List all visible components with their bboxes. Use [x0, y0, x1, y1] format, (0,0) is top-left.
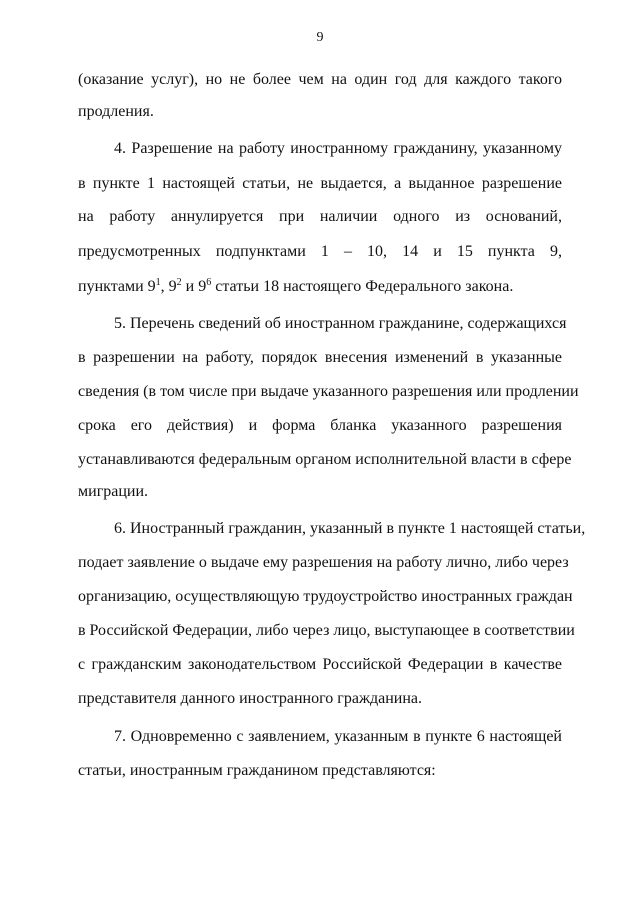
text-line: предусмотренных подпунктами 1 – 10, 14 и 15 пункта 9, — [78, 243, 562, 260]
text-line: организацию, осуществляющую трудоустройство иностранных граждан — [78, 588, 573, 605]
text-fragment: пунктами 9 — [78, 278, 156, 295]
superscript: 6 — [206, 277, 212, 288]
text-line: 7. Одновременно с заявлением, указанным в пункте 6 настоящей — [114, 728, 562, 745]
text-line: статьи, иностранным гражданином представляются: — [78, 762, 436, 779]
text-line: в пункте 1 настоящей статьи, не выдается, а выданное разрешение — [78, 175, 562, 192]
text-line: устанавливаются федеральным органом исполнительной власти в сфере — [78, 451, 572, 468]
text-line — [78, 277, 562, 297]
text-line: продления. — [78, 103, 154, 120]
text-fragment: и 9 — [181, 278, 207, 295]
text-line: (оказание услуг), но не более чем на один год для каждого такого — [78, 71, 562, 88]
text-line: срока его действия) и форма бланка указанного разрешения — [78, 417, 562, 434]
text-fragment: , 9 — [160, 278, 177, 295]
text-line: миграции. — [78, 483, 149, 500]
text-line: 6. Иностранный гражданин, указанный в пункте 1 настоящей статьи, — [114, 520, 586, 537]
page-number: 9 — [316, 30, 324, 45]
text-line: на работу аннулируется при наличии одного из оснований, — [78, 208, 562, 225]
text-line: сведения (в том числе при выдаче указанного разрешения или продлении — [78, 383, 579, 400]
superscript: 1 — [155, 277, 161, 288]
text-line: 5. Перечень сведений об иностранном гражданине, содержащихся — [114, 315, 567, 332]
text-line: 4. Разрешение на работу иностранному гражданину, указанному — [114, 140, 562, 157]
text-line: с гражданским законодательством Российской Федерации в качестве — [78, 656, 562, 673]
text-line: в Российской Федерации, либо через лицо, выступающее в соответствии — [78, 622, 575, 639]
superscript: 2 — [176, 277, 182, 288]
text-fragment: статьи 18 настоящего Федерального закона. — [211, 278, 514, 295]
text-line: подает заявление о выдаче ему разрешения на работу лично, либо через — [78, 554, 569, 571]
text-line: представителя данного иностранного гражданина. — [78, 690, 423, 707]
text-line: в разрешении на работу, порядок внесения изменений в указанные — [78, 349, 562, 366]
